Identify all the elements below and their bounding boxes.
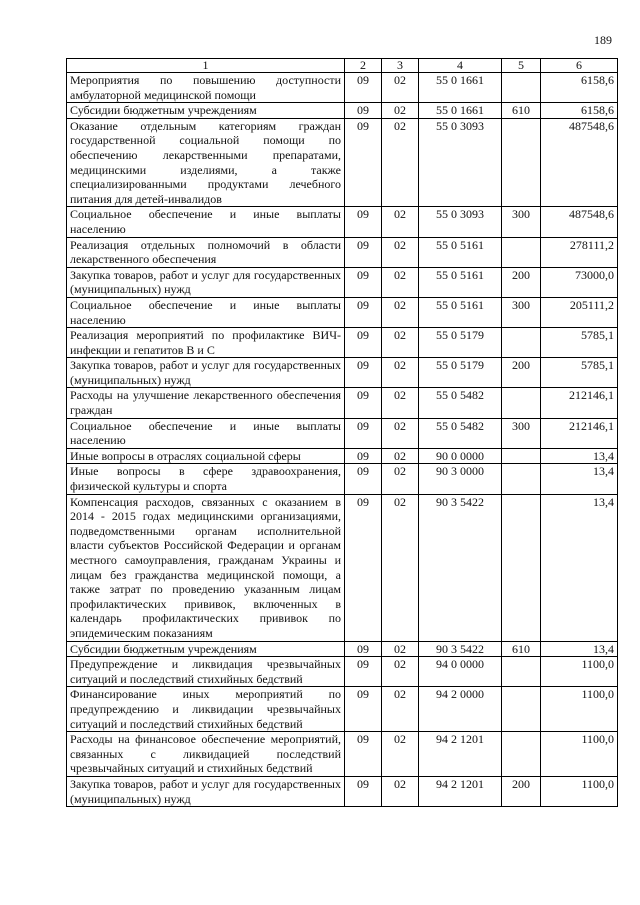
row-subsection-cell: 02 — [382, 641, 419, 657]
row-section-cell: 09 — [345, 73, 382, 103]
row-subsection-cell: 02 — [382, 358, 419, 388]
row-subsection-cell: 02 — [382, 776, 419, 806]
row-section-cell: 09 — [345, 448, 382, 464]
table-row — [67, 448, 618, 464]
row-section-cell: 09 — [345, 732, 382, 777]
row-section-cell: 09 — [345, 464, 382, 494]
row-amount-cell: 1100,0 — [541, 687, 618, 732]
row-target-article-cell: 94 0 0000 — [419, 657, 502, 687]
table-row — [67, 207, 618, 237]
row-name-cell: Финансирование иных мероприятий по предупреждению и ликвидации чрезвычайных ситуаций и последствий стихийных бедствий — [67, 687, 345, 732]
row-amount-cell: 5785,1 — [541, 358, 618, 388]
row-amount-cell: 212146,1 — [541, 388, 618, 418]
row-expense-type-cell — [502, 494, 541, 641]
row-section-cell: 09 — [345, 207, 382, 237]
table-row — [67, 641, 618, 657]
row-section-cell: 09 — [345, 657, 382, 687]
row-expense-type-cell — [502, 237, 541, 267]
row-amount-cell: 13,4 — [541, 641, 618, 657]
row-expense-type-cell — [502, 657, 541, 687]
row-target-article-cell: 90 3 5422 — [419, 641, 502, 657]
row-name-cell: Реализация отдельных полномочий в области лекарственного обеспечения — [67, 237, 345, 267]
row-target-article-cell: 55 0 5482 — [419, 418, 502, 448]
row-expense-type-cell — [502, 73, 541, 103]
row-name-cell: Мероприятия по повышению доступности амбулаторной медицинской помощи — [67, 73, 345, 103]
table-row — [67, 358, 618, 388]
row-expense-type-cell — [502, 328, 541, 358]
row-subsection-cell: 02 — [382, 237, 419, 267]
row-target-article-cell: 55 0 5161 — [419, 267, 502, 297]
row-target-article-cell: 55 0 5179 — [419, 328, 502, 358]
row-section-cell: 09 — [345, 641, 382, 657]
row-amount-cell: 6158,6 — [541, 103, 618, 119]
row-target-article-cell: 94 2 1201 — [419, 732, 502, 777]
table-row — [67, 388, 618, 418]
row-expense-type-cell — [502, 118, 541, 207]
row-target-article-cell: 90 3 0000 — [419, 464, 502, 494]
row-subsection-cell: 02 — [382, 687, 419, 732]
column-header: 6 — [541, 59, 618, 73]
row-section-cell: 09 — [345, 297, 382, 327]
row-expense-type-cell — [502, 464, 541, 494]
row-subsection-cell: 02 — [382, 448, 419, 464]
row-section-cell: 09 — [345, 418, 382, 448]
budget-table — [66, 58, 618, 807]
row-section-cell: 09 — [345, 103, 382, 119]
row-name-cell: Предупреждение и ликвидация чрезвычайных ситуаций и последствий стихийных бедствий — [67, 657, 345, 687]
column-header: 3 — [382, 59, 419, 73]
row-amount-cell: 1100,0 — [541, 657, 618, 687]
row-target-article-cell: 94 2 0000 — [419, 687, 502, 732]
row-expense-type-cell: 200 — [502, 267, 541, 297]
row-amount-cell: 278111,2 — [541, 237, 618, 267]
row-amount-cell: 1100,0 — [541, 732, 618, 777]
row-section-cell: 09 — [345, 687, 382, 732]
row-name-cell: Иные вопросы в сфере здравоохранения, физической культуры и спорта — [67, 464, 345, 494]
row-amount-cell: 13,4 — [541, 448, 618, 464]
table-row — [67, 687, 618, 732]
row-subsection-cell: 02 — [382, 73, 419, 103]
column-header: 2 — [345, 59, 382, 73]
row-expense-type-cell: 300 — [502, 418, 541, 448]
row-target-article-cell: 55 0 3093 — [419, 118, 502, 207]
row-subsection-cell: 02 — [382, 464, 419, 494]
row-subsection-cell: 02 — [382, 657, 419, 687]
column-header: 4 — [419, 59, 502, 73]
row-amount-cell: 1100,0 — [541, 776, 618, 806]
table-row — [67, 237, 618, 267]
table-row — [67, 464, 618, 494]
row-expense-type-cell: 300 — [502, 207, 541, 237]
row-amount-cell: 5785,1 — [541, 328, 618, 358]
table-row — [67, 732, 618, 777]
row-name-cell: Оказание отдельным категориям граждан государственной социальной помощи по обеспечению лекарственными препаратами, медицинскими изделиями, а также специализированными продуктами лечебного питания для детей-инвалидов — [67, 118, 345, 207]
column-header: 1 — [67, 59, 345, 73]
row-amount-cell: 73000,0 — [541, 267, 618, 297]
row-expense-type-cell: 610 — [502, 641, 541, 657]
row-section-cell: 09 — [345, 237, 382, 267]
table-row — [67, 118, 618, 207]
row-subsection-cell: 02 — [382, 267, 419, 297]
table-row — [67, 267, 618, 297]
table-row — [67, 73, 618, 103]
row-name-cell: Закупка товаров, работ и услуг для государственных (муниципальных) нужд — [67, 358, 345, 388]
row-amount-cell: 212146,1 — [541, 418, 618, 448]
row-subsection-cell: 02 — [382, 297, 419, 327]
header-row — [67, 59, 618, 73]
row-amount-cell: 487548,6 — [541, 118, 618, 207]
table-row — [67, 494, 618, 641]
row-subsection-cell: 02 — [382, 118, 419, 207]
row-name-cell: Компенсация расходов, связанных с оказанием в 2014 - 2015 годах медицинскими организациями, подведомственными органам исполнительной власти субъектов Российской Федерации и органам местного самоуправления, гражданам Украины и лицам без гражданства медицинской помощи, а также затрат по проведению указанным лицам профилактических прививок, включенных в календарь профилактических прививок по эпидемическим показаниям — [67, 494, 345, 641]
row-name-cell: Субсидии бюджетным учреждениям — [67, 641, 345, 657]
row-amount-cell: 13,4 — [541, 494, 618, 641]
row-target-article-cell: 55 0 5161 — [419, 237, 502, 267]
row-section-cell: 09 — [345, 328, 382, 358]
row-subsection-cell: 02 — [382, 418, 419, 448]
row-name-cell: Закупка товаров, работ и услуг для государственных (муниципальных) нужд — [67, 267, 345, 297]
row-expense-type-cell — [502, 732, 541, 777]
table-row — [67, 328, 618, 358]
row-section-cell: 09 — [345, 388, 382, 418]
row-name-cell: Субсидии бюджетным учреждениям — [67, 103, 345, 119]
row-expense-type-cell: 300 — [502, 297, 541, 327]
row-expense-type-cell — [502, 687, 541, 732]
row-target-article-cell: 55 0 1661 — [419, 103, 502, 119]
row-expense-type-cell: 200 — [502, 776, 541, 806]
row-target-article-cell: 90 0 0000 — [419, 448, 502, 464]
table-row — [67, 418, 618, 448]
row-amount-cell: 13,4 — [541, 464, 618, 494]
table-row — [67, 776, 618, 806]
row-section-cell: 09 — [345, 776, 382, 806]
row-target-article-cell: 55 0 5482 — [419, 388, 502, 418]
row-target-article-cell: 55 0 3093 — [419, 207, 502, 237]
row-subsection-cell: 02 — [382, 103, 419, 119]
row-section-cell: 09 — [345, 494, 382, 641]
table-row — [67, 657, 618, 687]
row-name-cell: Иные вопросы в отраслях социальной сферы — [67, 448, 345, 464]
row-amount-cell: 205111,2 — [541, 297, 618, 327]
page-number: 189 — [594, 33, 612, 47]
row-section-cell: 09 — [345, 118, 382, 207]
table-row — [67, 297, 618, 327]
row-target-article-cell: 94 2 1201 — [419, 776, 502, 806]
row-expense-type-cell: 610 — [502, 103, 541, 119]
row-name-cell: Социальное обеспечение и иные выплаты населению — [67, 207, 345, 237]
row-amount-cell: 487548,6 — [541, 207, 618, 237]
row-expense-type-cell — [502, 388, 541, 418]
row-amount-cell: 6158,6 — [541, 73, 618, 103]
row-subsection-cell: 02 — [382, 388, 419, 418]
column-header: 5 — [502, 59, 541, 73]
row-target-article-cell: 90 3 5422 — [419, 494, 502, 641]
row-section-cell: 09 — [345, 358, 382, 388]
row-name-cell: Закупка товаров, работ и услуг для государственных (муниципальных) нужд — [67, 776, 345, 806]
row-target-article-cell: 55 0 5179 — [419, 358, 502, 388]
row-name-cell: Социальное обеспечение и иные выплаты населению — [67, 418, 345, 448]
row-subsection-cell: 02 — [382, 328, 419, 358]
row-name-cell: Расходы на улучшение лекарственного обеспечения граждан — [67, 388, 345, 418]
row-subsection-cell: 02 — [382, 207, 419, 237]
table-row — [67, 103, 618, 119]
row-name-cell: Реализация мероприятий по профилактике ВИЧ-инфекции и гепатитов В и С — [67, 328, 345, 358]
row-subsection-cell: 02 — [382, 494, 419, 641]
row-target-article-cell: 55 0 1661 — [419, 73, 502, 103]
row-expense-type-cell: 200 — [502, 358, 541, 388]
row-name-cell: Расходы на финансовое обеспечение мероприятий, связанных с ликвидацией последствий чрезвычайных ситуаций и стихийных бедствий — [67, 732, 345, 777]
row-subsection-cell: 02 — [382, 732, 419, 777]
row-name-cell: Социальное обеспечение и иные выплаты населению — [67, 297, 345, 327]
row-target-article-cell: 55 0 5161 — [419, 297, 502, 327]
row-section-cell: 09 — [345, 267, 382, 297]
row-expense-type-cell — [502, 448, 541, 464]
